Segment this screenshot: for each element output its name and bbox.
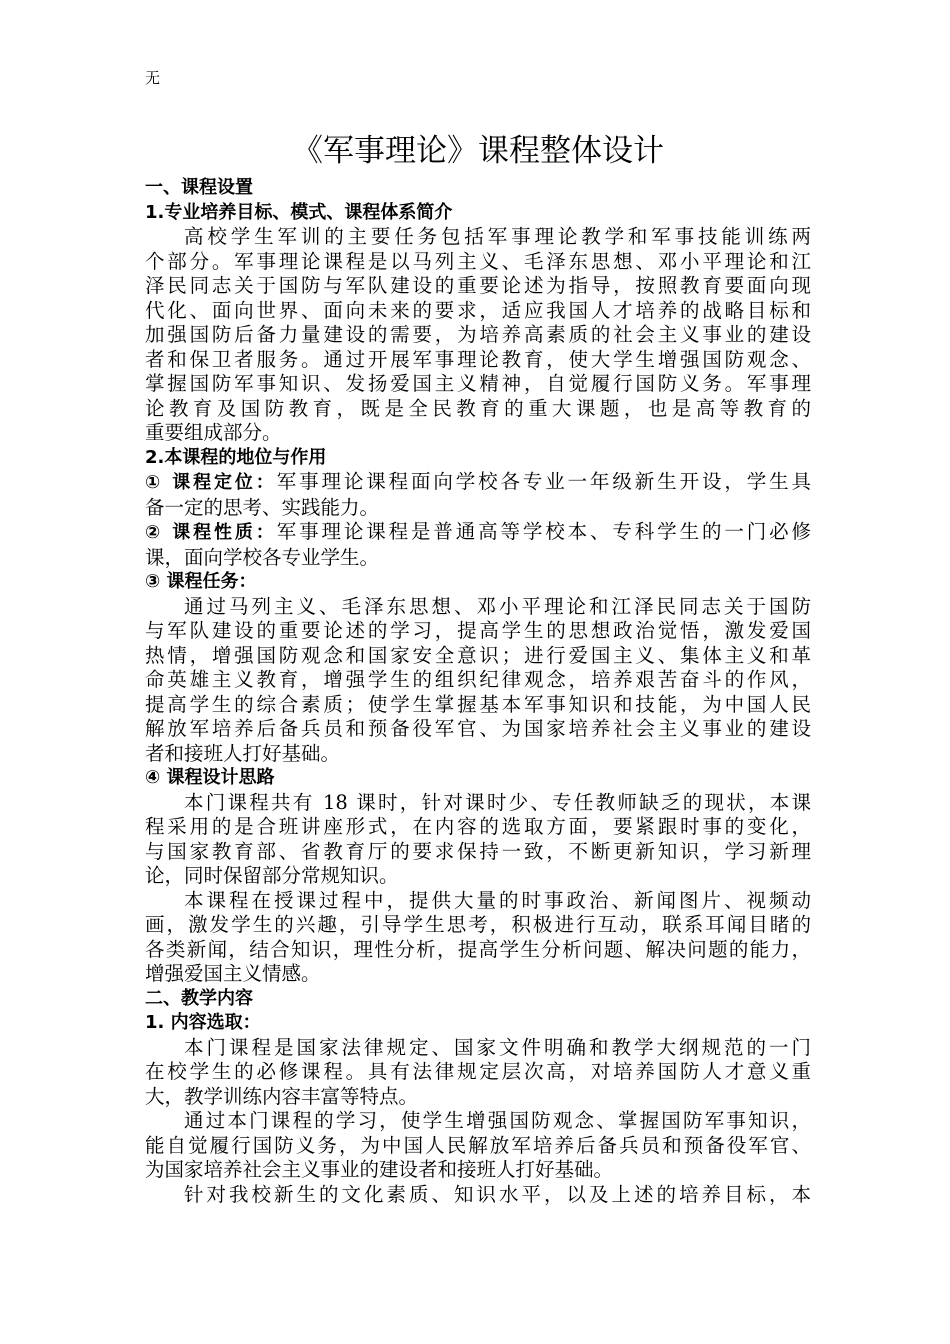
paragraph-course-tasks bbox=[145, 595, 811, 767]
section-heading-2: 二、教学内容 bbox=[145, 987, 253, 1009]
text-line: 与军队建设的重要论述的学习，提高学生的思想政治觉悟，激发爱国 bbox=[145, 619, 811, 642]
text-line: 各类新闻，结合知识，理性分析，提高学生分析问题、解决问题的能力， bbox=[145, 937, 811, 961]
text-line: 通过本门课程的学习，使学生增强国防观念、掌握国防军事知识， bbox=[184, 1109, 811, 1132]
text-line: 与国家教育部、省教育厅的要求保持一致，不断更新知识，学习新理 bbox=[145, 839, 811, 863]
text-line: 提高学生的综合素质；使学生掌握基本军事知识和技能，为中国人民 bbox=[145, 692, 811, 716]
text-line: 掌握国防军事知识、发扬爱国主义精神，自觉履行国防义务。军事理 bbox=[145, 372, 811, 395]
paragraph-content-1 bbox=[145, 1036, 811, 1110]
text-line: 通过马列主义、毛泽东思想、邓小平理论和江泽民同志关于国防 bbox=[184, 594, 811, 618]
text-line: 重要组成部分。 bbox=[145, 421, 282, 444]
item-text: 军事理论课程面向学校各专业一年级新生开设，学生具 bbox=[276, 470, 811, 493]
paragraph-content-2 bbox=[145, 1109, 811, 1183]
text-line: 课，面向学校各专业学生。 bbox=[145, 545, 380, 569]
item-course-positioning bbox=[145, 470, 811, 520]
text-line: 论教育及国防教育，既是全民教育的重大课题，也是高等教育的 bbox=[145, 396, 811, 420]
text-line: 本课程在授课过程中，提供大量的时事政治、新闻图片、视频动 bbox=[184, 888, 811, 912]
item-label: ② 课程性质： bbox=[145, 522, 277, 543]
text-line: 为国家培养社会主义事业的建设者和接班人打好基础。 bbox=[145, 1158, 614, 1181]
item-text: 军事理论课程是普通高等学校本、专科学生的一门必修 bbox=[276, 520, 811, 543]
text-line: 解放军培养后备兵员和预备役军官、为国家培养社会主义事业的建设 bbox=[145, 717, 811, 740]
text-line: 针对我校新生的文化素质、知识水平，以及上述的培养目标，本 bbox=[184, 1182, 811, 1206]
text-line: 备一定的思考、实践能力。 bbox=[145, 495, 380, 519]
text-line: 本门课程共有 18 课时，针对课时少、专任教师缺乏的现状，本课 bbox=[184, 790, 811, 814]
subsection-heading-1-2: 2.本课程的地位与作用 bbox=[145, 446, 327, 468]
paragraph-design-idea-2 bbox=[145, 889, 811, 987]
item-design-idea-label: ④ 课程设计思路 bbox=[145, 767, 275, 788]
paragraph-training-goals bbox=[145, 225, 811, 446]
document-title: 《军事理论》课程整体设计 bbox=[292, 133, 664, 169]
text-line: 命英雄主义教育，增强学生的组织纪律观念，培养艰苦奋斗的作风， bbox=[145, 668, 811, 691]
subsection-heading-2-1: 1. 内容选取： bbox=[145, 1012, 261, 1033]
text-line: 加强国防后备力量建设的需要，为培养高素质的社会主义事业的建设 bbox=[145, 323, 811, 346]
text-line: 者和保卫者服务。通过开展军事理论教育，使大学生增强国防观念、 bbox=[145, 347, 811, 371]
item-course-nature bbox=[145, 520, 811, 570]
paragraph-design-idea-1 bbox=[145, 791, 811, 889]
text-line: 画，激发学生的兴趣，引导学生思考，积极进行互动，联系耳闻目睹的 bbox=[145, 913, 811, 936]
section-heading-1: 一、课程设置 bbox=[145, 177, 253, 198]
paragraph-content-3 bbox=[145, 1183, 811, 1208]
text-line: 个部分。军事理论课程是以马列主义、毛泽东思想、邓小平理论和江 bbox=[145, 249, 811, 273]
text-line: 论，同时保留部分常规知识。 bbox=[145, 864, 399, 887]
text-line: 在校学生的必修课程。具有法律规定层次高，对培养国防人才意义重 bbox=[145, 1060, 811, 1083]
item-label: ① 课程定位： bbox=[145, 472, 277, 493]
text-line: 高校学生军训的主要任务包括军事理论教学和军事技能训练两 bbox=[184, 225, 811, 248]
text-line: 程采用的是合班讲座形式，在内容的选取方面，要紧跟时事的变化， bbox=[145, 815, 811, 838]
text-line: 代化、面向世界、面向未来的要求，适应我国人才培养的战略目标和 bbox=[145, 298, 811, 322]
text-line: 者和接班人打好基础。 bbox=[145, 741, 341, 765]
text-line: 泽民同志关于国防与军队建设的重要论述为指导，按照教育要面向现 bbox=[145, 274, 811, 297]
subsection-heading-1-1: 1.专业培养目标、模式、课程体系简介 bbox=[145, 201, 453, 223]
text-line: 大，教学训练内容丰富等特点。 bbox=[145, 1084, 419, 1108]
text-line: 能自觉履行国防义务，为中国人民解放军培养后备兵员和预备役军官、 bbox=[145, 1133, 811, 1157]
item-course-tasks-label: ③ 课程任务： bbox=[145, 571, 257, 592]
header-note: 无 bbox=[145, 69, 161, 87]
text-line: 热情，增强国防观念和国家安全意识；进行爱国主义、集体主义和革 bbox=[145, 643, 811, 667]
document-body bbox=[145, 130, 811, 1207]
text-line: 增强爱国主义情感。 bbox=[145, 962, 321, 985]
text-line: 本门课程是国家法律规定、国家文件明确和教学大纲规范的一门 bbox=[184, 1035, 811, 1059]
